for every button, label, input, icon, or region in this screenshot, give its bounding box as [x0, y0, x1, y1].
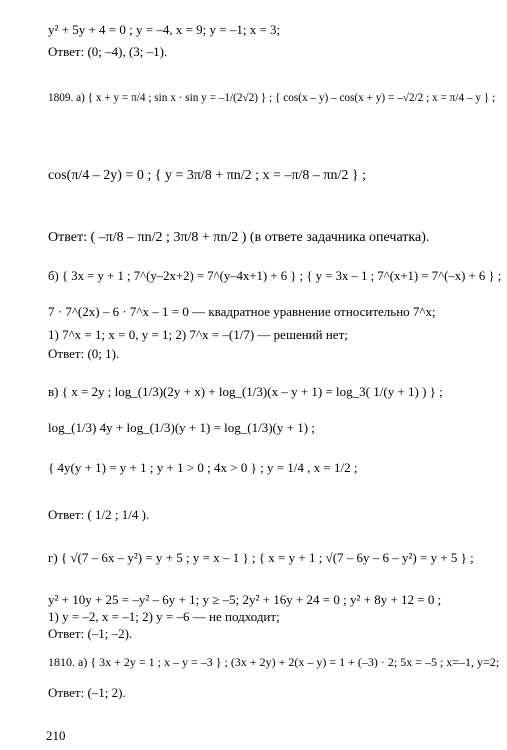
line: { 4y(y + 1) = y + 1 ; y + 1 > 0 ; 4x > 0 } ; y = 1/4 , x = 1/2 ; — [48, 460, 358, 475]
line: Ответ: ( –π/8 – πn/2 ; 3π/8 + πn/2 ) (в ответе задачника опечатка). — [48, 230, 430, 245]
line: 1809. а) { x + y = π/4 ; sin x · sin y = –1/(2√2) } ; { cos(x – y) – cos(x + y) = –√2/2 ; x = π/4 – y } ; — [48, 92, 496, 104]
line: б) { 3x = y + 1 ; 7^(y–2x+2) = 7^(y–4x+1) + 6 } ; { y = 3x – 1 ; 7^(x+1) = 7^(–x) + 6 } ; — [48, 269, 502, 283]
line: 1810. а) { 3x + 2y = 1 ; x – y = –3 } ; (3x + 2y) + 2(x – y) = 1 + (–3) · 2; 5x = –5 ; x=–1, y=2; — [48, 655, 500, 669]
line: в) { x = 2y ; log_(1/3)(2y + x) + log_(1/3)(x – y + 1) = log_3( 1/(y + 1) ) } ; — [48, 384, 443, 399]
line: Ответ: (0; –4), (3; –1). — [48, 44, 168, 59]
line: г) { √(7 – 6x – y²) = y + 5 ; y = x – 1 } ; { x = y + 1 ; √(7 – 6y – 6 – y²) = y + 5 } ; — [48, 550, 474, 565]
line: Ответ: (–1; 2). — [48, 685, 126, 700]
line: cos(π/4 – 2y) = 0 ; { y = 3π/8 + πn/2 ; x = –π/8 – πn/2 } ; — [48, 168, 366, 183]
line: log_(1/3) 4y + log_(1/3)(y + 1) = log_(1/3)(y + 1) ; — [48, 420, 315, 435]
line: 1) 7^x = 1; x = 0, y = 1; 2) 7^x = –(1/7) — решений нет; — [48, 327, 348, 342]
line: y² + 5y + 4 = 0 ; y = –4, x = 9; y = –1; x = 3; — [48, 22, 281, 37]
line: 7 · 7^(2x) – 6 · 7^x – 1 = 0 — квадратное уравнение относительно 7^x; — [48, 304, 436, 319]
line: 1) y = –2, x = –1; 2) y = –6 — не подходит; — [48, 609, 280, 624]
line: Ответ: (0; 1). — [48, 346, 120, 361]
page-number: 210 — [46, 728, 66, 743]
line: Ответ: ( 1/2 ; 1/4 ). — [48, 507, 150, 522]
line: y² + 10y + 25 = –y² – 6y + 1; y ≥ –5; 2y² + 16y + 24 = 0 ; y² + 8y + 12 = 0 ; — [48, 592, 442, 607]
line: Ответ: (–1; –2). — [48, 626, 133, 641]
